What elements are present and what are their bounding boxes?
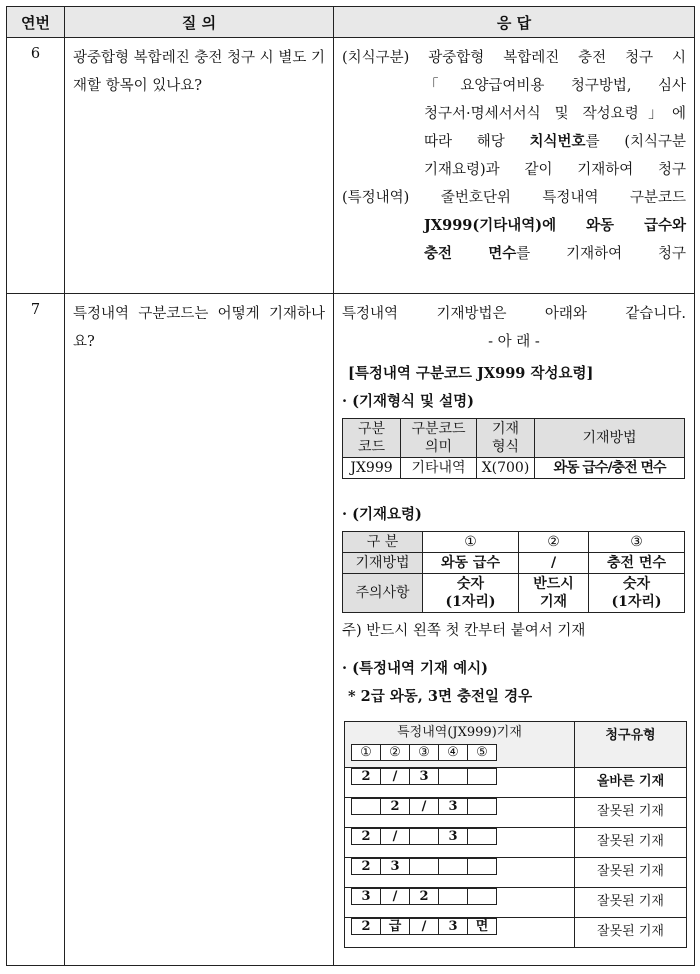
example-number-boxes xyxy=(351,744,497,761)
correct-label: 올바른 기재 xyxy=(575,768,687,798)
question-text: 특정내역 구분코드는 어떻게 기재하나요? xyxy=(65,294,334,966)
answer-prefix: (특정내역) xyxy=(342,190,410,206)
example-entry-cell: / xyxy=(380,828,410,845)
header-row xyxy=(7,7,695,38)
example-entry-cell: 3 xyxy=(438,828,468,845)
answer-segment: 따라 해당 xyxy=(424,134,530,150)
example-column-number: ④ xyxy=(438,744,468,761)
rule-caution-3 xyxy=(589,574,685,613)
example-entry-boxes xyxy=(351,858,568,875)
answer-line: 기재요령)과 같이 기재하여 청구 xyxy=(424,162,686,178)
cell-text: 기재 xyxy=(491,421,520,437)
example-entry-cell: 면 xyxy=(467,918,497,935)
rule-table xyxy=(342,531,685,613)
answer-line xyxy=(342,128,686,156)
example-entry xyxy=(345,918,575,948)
example-entry-cell: / xyxy=(409,918,439,935)
example-entry-cell: / xyxy=(380,768,410,785)
example-header-left xyxy=(345,722,575,768)
rule-caution-2 xyxy=(519,574,589,613)
below-marker: - 아 래 - xyxy=(488,334,540,350)
rule-col-3: ③ xyxy=(589,532,685,553)
format-header-meaning xyxy=(401,419,477,458)
example-row xyxy=(345,918,687,948)
format-type: X(700) xyxy=(477,458,535,479)
example-row xyxy=(345,888,687,918)
example-row xyxy=(345,798,687,828)
answer-bold: JX999(기타내역)에 와동 급수와 xyxy=(424,217,686,234)
example-entry-cell: 2 xyxy=(409,888,439,905)
example-column-number: ③ xyxy=(409,744,439,761)
example-caption: * 2급 와동, 3면 충전일 경우 xyxy=(348,688,533,705)
example-entry xyxy=(345,888,575,918)
cell-text: 숫자 xyxy=(456,576,485,592)
rule-method-3: 충전 면수 xyxy=(589,553,685,574)
answer-intro: 특정내역 기재방법은 아래와 같습니다. xyxy=(342,306,686,322)
format-header-method: 기재방법 xyxy=(535,419,685,458)
answer-line: 청구서·명세서서식 및 작성요령」에 xyxy=(424,106,686,122)
example-entry-cell: 3 xyxy=(438,798,468,815)
cell-text: 기재 xyxy=(539,594,568,610)
cell-text: 형식 xyxy=(491,439,520,455)
section-title: [특정내역 구분코드 JX999 작성요령] xyxy=(348,365,594,382)
example-column-number: ② xyxy=(380,744,410,761)
section-heading: · (특정내역 기재 예시) xyxy=(342,660,488,677)
qa-table xyxy=(6,6,695,966)
qa-row-7 xyxy=(7,294,695,966)
format-code: JX999 xyxy=(343,458,401,479)
example-table xyxy=(344,721,687,948)
row-number: 6 xyxy=(7,38,65,294)
answer-segment: 를 (치식구분 xyxy=(585,134,686,150)
answer-text xyxy=(334,38,695,294)
note-text: 주) 반드시 왼쪽 첫 칸부터 붙여서 기재 xyxy=(342,623,586,639)
example-entry-cell xyxy=(467,888,497,905)
example-header-right: 청구유형 xyxy=(575,722,687,768)
example-entry-cell: 2 xyxy=(351,858,381,875)
header-question xyxy=(65,7,334,38)
example-entry-cell: 급 xyxy=(380,918,410,935)
example-entry-boxes xyxy=(351,768,568,785)
answer-segment: 를 기재하여 청구 xyxy=(516,246,686,262)
example-entry-cell: 3 xyxy=(409,768,439,785)
incorrect-label: 잘못된 기재 xyxy=(575,888,687,918)
header-answer xyxy=(334,7,695,38)
example-entry-cell: 3 xyxy=(351,888,381,905)
answer-line xyxy=(342,184,686,212)
rule-method-label: 기재방법 xyxy=(343,553,423,574)
example-header-text: 특정내역(JX999)기재 xyxy=(397,725,522,740)
incorrect-label: 잘못된 기재 xyxy=(575,918,687,948)
answer-line xyxy=(342,240,686,268)
cell-text: 구분 xyxy=(357,421,386,437)
example-entry-cell xyxy=(409,858,439,875)
example-column-number: ① xyxy=(351,744,381,761)
section-heading: · (기재형식 및 설명) xyxy=(342,393,474,410)
cell-text: 의미 xyxy=(424,439,453,455)
example-entry-cell xyxy=(467,828,497,845)
example-entry-cell xyxy=(467,768,497,785)
example-entry-cell xyxy=(351,798,381,815)
rule-caution-1 xyxy=(423,574,519,613)
cell-text: 코드 xyxy=(357,439,386,455)
example-entry-cell xyxy=(438,858,468,875)
format-header-code xyxy=(343,419,401,458)
example-rows xyxy=(345,768,687,948)
example-column-number: ⑤ xyxy=(467,744,497,761)
example-entry-cell xyxy=(438,888,468,905)
example-entry-cell: / xyxy=(380,888,410,905)
example-entry xyxy=(345,828,575,858)
section-heading: · (기재요령) xyxy=(342,506,422,523)
format-meaning: 기타내역 xyxy=(401,458,477,479)
answer-prefix: (치식구분) xyxy=(342,50,410,66)
example-entry-cell: 2 xyxy=(351,768,381,785)
cell-text: 숫자 xyxy=(622,576,651,592)
row-number: 7 xyxy=(7,294,65,966)
cell-text: (1자리) xyxy=(445,594,496,610)
header-question-text: 질 의 xyxy=(181,13,217,32)
rule-method-2: / xyxy=(519,553,589,574)
header-number: 연번 xyxy=(7,7,65,38)
answer-line: 「요양급여비용 청구방법, 심사 xyxy=(424,78,686,94)
example-entry-cell: 3 xyxy=(380,858,410,875)
example-entry-cell xyxy=(409,828,439,845)
header-answer-text: 응 답 xyxy=(496,13,532,32)
example-entry-boxes xyxy=(351,828,568,845)
answer-segment: 줄번호단위 특정내역 구분코드 xyxy=(440,190,687,206)
example-entry xyxy=(345,768,575,798)
answer-bold: 치식번호 xyxy=(529,133,586,150)
example-entry-boxes xyxy=(351,918,568,935)
example-entry-cell xyxy=(467,858,497,875)
rule-caution-label: 주의사항 xyxy=(343,574,423,613)
cell-text: 반드시 xyxy=(533,576,574,592)
rule-col-2: ② xyxy=(519,532,589,553)
format-method: 와동 급수/충전 면수 xyxy=(535,458,685,479)
example-row xyxy=(345,858,687,888)
incorrect-label: 잘못된 기재 xyxy=(575,798,687,828)
example-row xyxy=(345,768,687,798)
example-entry-boxes xyxy=(351,798,568,815)
example-row xyxy=(345,828,687,858)
incorrect-label: 잘못된 기재 xyxy=(575,858,687,888)
incorrect-label: 잘못된 기재 xyxy=(575,828,687,858)
answer-line xyxy=(342,44,686,72)
example-entry-cell: 2 xyxy=(351,918,381,935)
example-entry-cell: 2 xyxy=(351,828,381,845)
example-entry-cell xyxy=(467,798,497,815)
cell-text: 구분코드 xyxy=(411,421,466,437)
answer-segment: 광중합형 복합레진 충전 청구 시 xyxy=(428,50,687,66)
example-entry-cell: 3 xyxy=(438,918,468,935)
format-table xyxy=(342,418,685,479)
example-entry-cell: / xyxy=(409,798,439,815)
example-entry-boxes xyxy=(351,888,568,905)
example-entry xyxy=(345,798,575,828)
answer-text xyxy=(334,294,695,966)
example-entry-cell xyxy=(438,768,468,785)
qa-row-6 xyxy=(7,38,695,294)
example-entry xyxy=(345,858,575,888)
rule-col-1: ① xyxy=(423,532,519,553)
cell-text: (1자리) xyxy=(611,594,662,610)
question-text: 광중합형 복합레진 충전 청구 시 별도 기재할 항목이 있나요? xyxy=(65,38,334,294)
format-header-type xyxy=(477,419,535,458)
example-entry-cell: 2 xyxy=(380,798,410,815)
answer-bold: 충전 면수 xyxy=(424,245,517,262)
rule-header: 구 분 xyxy=(343,532,423,553)
rule-method-1: 와동 급수 xyxy=(423,553,519,574)
